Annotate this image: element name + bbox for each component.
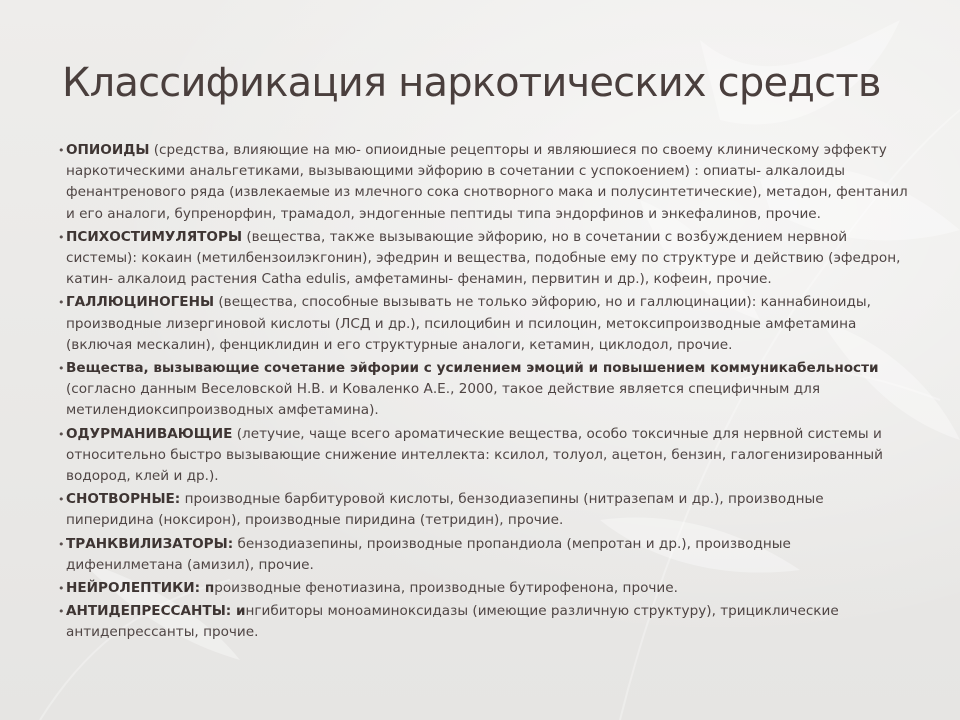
list-item <box>58 292 908 356</box>
item-term: ОПИОИДЫ <box>66 142 150 158</box>
slide-title: Классификация наркотических средств <box>62 60 881 106</box>
bullet-icon: • <box>58 493 65 507</box>
list-item <box>58 601 908 643</box>
item-text: (согласно данным Веселовской Н.В. и Коваленко А.Е., 2000, такое действие является специфичным для метилендиоксипроизводных амфетамина). <box>66 381 820 419</box>
classification-list <box>58 140 908 646</box>
list-item <box>58 227 908 291</box>
list-item <box>58 489 908 531</box>
bullet-icon: • <box>58 230 65 244</box>
list-item <box>58 424 908 488</box>
item-term: НЕЙРОЛЕПТИКИ: п <box>66 580 215 597</box>
item-term: АНТИДЕПРЕССАНТЫ: и <box>66 603 246 620</box>
item-text: (летучие, чаще всего ароматические вещества, особо токсичные для нервной системы и относительно быстро вызывающие снижение интеллекта: ксилол, толуол, ацетон, бензин, галогенизированный водород, клей и др.). <box>66 425 883 485</box>
item-text: роизводные фенотиазина, производные бутирофенона, прочие. <box>214 580 678 597</box>
item-text: бензодиазепины, производные пропандиола (мепротан и др.), производные дифенилметана (амизил), прочие. <box>66 535 791 573</box>
item-term: ГАЛЛЮЦИНОГЕНЫ <box>66 294 215 311</box>
item-term: ТРАНКВИЛИЗАТОРЫ: <box>66 535 234 552</box>
list-item <box>58 140 908 225</box>
item-term: ОДУРМАНИВАЮЩИЕ <box>66 425 233 442</box>
bullet-icon: • <box>58 537 65 551</box>
item-term: ПСИХОСТИМУЛЯТОРЫ <box>66 228 243 245</box>
bullet-icon: • <box>58 605 65 619</box>
list-item <box>58 534 908 576</box>
item-text: нгибиторы моноаминоксидазы (имеющие различную структуру), трициклические антидепрессанты, прочие. <box>66 603 839 641</box>
list-item <box>58 358 908 422</box>
bullet-icon: • <box>58 362 65 376</box>
item-term: Вещества, вызывающие сочетание эйфории с усилением эмоций и повышением коммуникабельности <box>66 360 879 377</box>
bullet-icon: • <box>58 582 65 596</box>
item-text: (вещества, способные вызывать не только эйфорию, но и галлюцинации): каннабиноиды, производные лизергиновой кислоты (ЛСД и др.), псилоцибин и псилоцин, метоксипроизводные амфетамина (включая мескалин), фенциклидин и его структурные аналоги, кетамин, циклодол, прочие. <box>66 294 871 353</box>
item-text: (вещества, также вызывающие эйфорию, но в сочетании с возбуждением нервной системы): кокаин (метилбензоилэкгонин), эфедрин и вещества, подобные ему по структуре и действию (эфедрон, катин- алкалоид растения Catha edulis, амфетамины- фенамин, первитин и др.), кофеин, прочие. <box>66 228 901 288</box>
list-item <box>58 578 908 599</box>
bullet-icon: • <box>58 144 65 157</box>
item-text: (средства, влияющие на мю- опиоидные рецепторы и являюшиеся по своему клиническому эффекту наркотическими анальгетиками, вызывающими эйфорию в сочетании с успокоением) : опиаты- алкалоиды фенантренового ряда (извлекаемые из млечного сока снотворного мака и полусинтетические), метадон, фентанил и его аналоги, бупренорфин, трамадол, эндогенные пептиды типа эндорфинов и энкефалинов, прочие. <box>66 142 908 222</box>
bullet-icon: • <box>58 296 65 310</box>
bullet-icon: • <box>58 427 65 441</box>
item-text: производные барбитуровой кислоты, бензодиазепины (нитразепам и др.), производные пиперидина (ноксирон), производные пиридина (тетридин), прочие. <box>66 491 824 529</box>
item-term: СНОТВОРНЫЕ: <box>66 491 181 508</box>
